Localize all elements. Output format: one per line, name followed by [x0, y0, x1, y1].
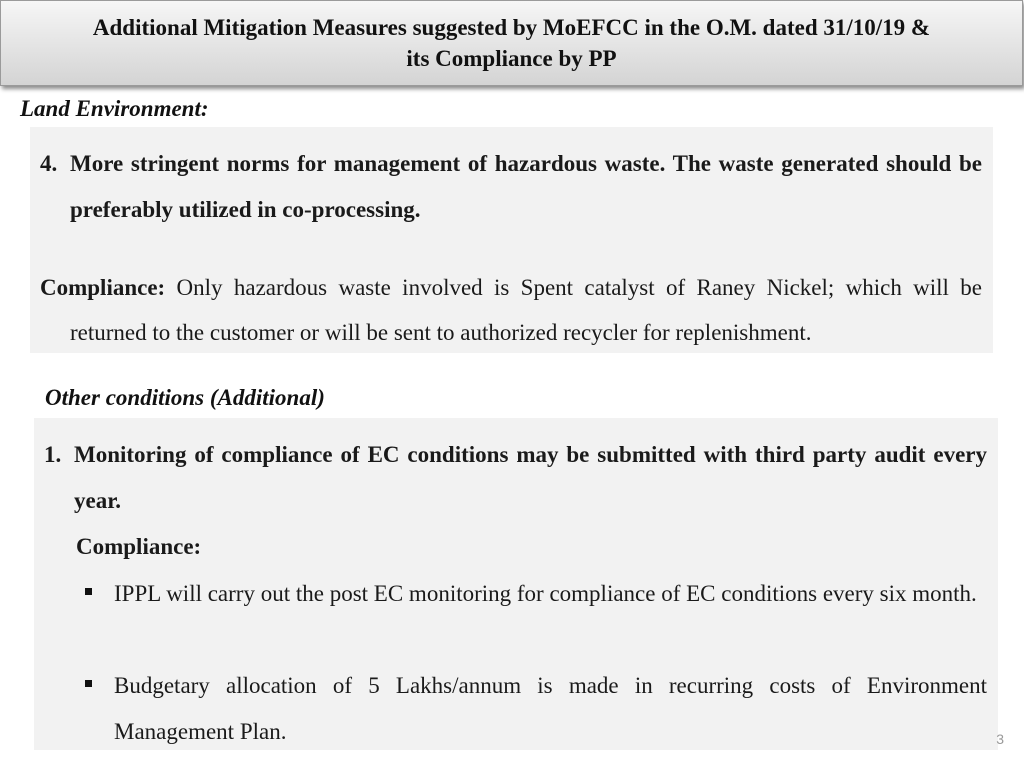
- other-condition-item: [44, 432, 987, 524]
- slide-title-line-1: Additional Mitigation Measures suggested by MoEFCC in the O.M. dated 31/10/19 &: [92, 15, 931, 40]
- other-condition-text: Monitoring of compliance of EC conditions may be submitted with third party audit every year.: [74, 442, 987, 513]
- slide-title-line-2: its Compliance by PP: [406, 46, 617, 71]
- square-bullet-icon: [85, 588, 92, 595]
- compliance-bullet-item: [114, 663, 987, 755]
- slide-title: [42, 12, 982, 74]
- square-bullet-icon: [85, 680, 92, 687]
- land-condition-text: More stringent norms for management of hazardous waste. The waste generated should be preferably utilized in co-processing.: [70, 151, 982, 222]
- land-compliance: [40, 265, 982, 355]
- land-condition-item: [40, 141, 982, 233]
- land-condition-number: 4.: [40, 151, 58, 176]
- land-compliance-text: Only hazardous waste involved is Spent catalyst of Raney Nickel; which will be returned to the customer or will be sent to authorized recycler for replenishment.: [70, 275, 982, 345]
- page-number: 3: [996, 731, 1004, 747]
- other-conditions-heading: Other conditions (Additional): [45, 385, 325, 410]
- land-compliance-label: Compliance:: [40, 275, 166, 300]
- slide-title-bar: [0, 0, 1023, 86]
- other-compliance-label: Compliance:: [76, 534, 202, 559]
- land-environment-heading: Land Environment:: [20, 96, 209, 121]
- compliance-bullet-text: Budgetary allocation of 5 Lakhs/annum is made in recurring costs of Environment Management Plan.: [114, 673, 987, 744]
- other-condition-number: 1.: [44, 442, 62, 467]
- other-conditions-box: [34, 418, 998, 750]
- compliance-bullet-text: IPPL will carry out the post EC monitoring for compliance of EC conditions every six month.: [114, 581, 977, 606]
- land-environment-box: [30, 127, 993, 353]
- compliance-bullet-item: [114, 571, 987, 617]
